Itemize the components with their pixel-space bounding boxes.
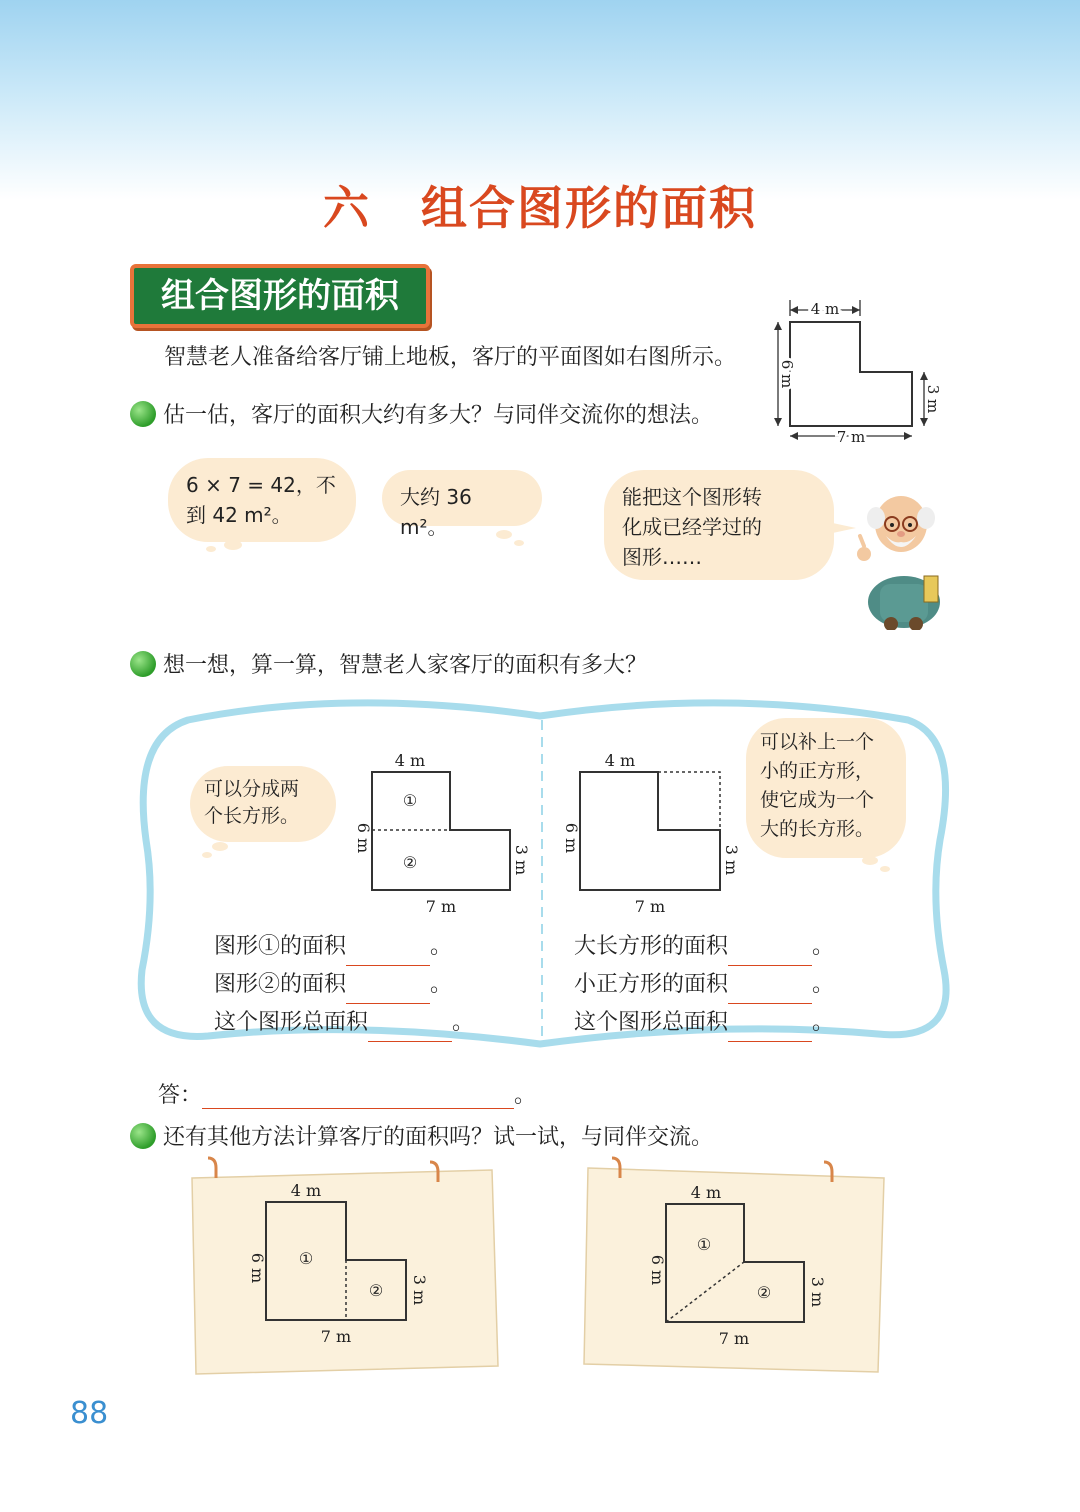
question-3 [130,1120,713,1151]
fill-line [574,966,834,1004]
speech-bubble-2 [382,470,542,539]
bubble-tail [496,530,512,539]
bubble-tail [212,842,228,851]
diagram-top-dim: 4 m [604,751,636,770]
question-2-text: 想一想，算一算，智慧老人家客厅的面积有多大？ [163,653,648,678]
fill-line [574,1004,834,1042]
answer-label: 答： [158,1083,203,1108]
bubble-4-line-1: 可以分成两 [204,778,300,800]
bubble-tail [862,856,878,865]
bubble-5-line-3: 使它成为一个 [760,789,875,811]
diagram-right-dim: 3 m [512,844,531,876]
diagram-top-dim: 4 m [394,751,426,770]
period: 。 [430,972,453,997]
speech-bubble-5 [746,718,906,858]
bubble-5-line-1: 可以补上一个 [760,731,875,753]
card-right-dim: 3 m [410,1274,429,1306]
fill-label: 小正方形的面积 [574,972,729,997]
answer-line [158,1078,536,1109]
diagram-bottom-dim: 7 m [634,897,666,916]
bubble-tail [224,540,242,550]
bubble-4-line-2: 个长方形。 [204,805,300,827]
bubble-tail [880,866,890,872]
plan-left-dim: 6 m [778,359,796,389]
wise-old-man-illustration [846,484,956,630]
card-left-dim: 6 m [648,1254,667,1286]
left-fill-lines [214,928,474,1042]
diagram-bottom-dim: 7 m [425,897,457,916]
diagram-left-dim: 6 m [354,822,373,854]
bubble-1-line-2: 到 42 m²。 [186,503,292,527]
speech-bubble-1 [168,458,356,542]
region-one-label: ① [402,791,418,810]
card-bottom-dim: 7 m [718,1329,750,1348]
question-2 [130,648,647,679]
question-3-text: 还有其他方法计算客厅的面积吗？试一试，与同伴交流。 [163,1125,714,1150]
answer-blank[interactable] [368,1041,452,1042]
speech-bubble-3 [604,470,834,580]
method-card-2 [578,1156,894,1384]
period: 。 [430,934,453,959]
chapter-title: 组合图形的面积 [421,181,757,235]
question-1 [130,398,713,429]
bubble-3-line-3: 图形…… [622,545,702,569]
region-two-label: ② [756,1283,772,1302]
bubble-1-line-1: 6 × 7 = 42，不 [186,473,336,497]
region-two-label: ② [368,1281,384,1300]
fill-label: 图形①的面积 [214,934,347,959]
bubble-5-line-4: 大的长方形。 [760,818,875,840]
bubble-3-line-1: 能把这个图形转 [622,485,762,509]
card-left-dim: 6 m [248,1252,267,1284]
bullet-icon [130,651,156,677]
speech-bubble-4 [190,766,336,842]
card-right-dim: 3 m [808,1276,827,1308]
card-top-dim: 4 m [690,1183,722,1202]
period: 。 [452,1010,475,1035]
question-1-text: 估一估，客厅的面积大约有多大？与同伴交流你的想法。 [163,403,714,428]
floor-plan-diagram [760,292,950,452]
bullet-icon [130,401,156,427]
bubble-5-line-2: 小的正方形， [760,760,875,782]
sky-background [0,0,1080,200]
card-top-dim: 4 m [290,1181,322,1200]
split-diagram [346,746,546,922]
fill-line [214,966,474,1004]
period: 。 [514,1083,537,1108]
bubble-2-text: 大约 36 m²。 [400,485,472,539]
answer-blank[interactable] [728,1041,812,1042]
bubble-tail [202,852,212,858]
card-bottom-dim: 7 m [320,1327,352,1346]
region-two-label: ② [402,853,418,872]
chapter-heading [0,172,1080,238]
fill-label: 大长方形的面积 [574,934,729,959]
fill-label: 这个图形总面积 [214,1010,369,1035]
plan-bottom-dim: 7 m [836,428,866,446]
bullet-icon [130,1123,156,1149]
fill-line [574,928,834,966]
region-one-label: ① [298,1249,314,1268]
answer-blank[interactable] [202,1108,514,1109]
plan-top-dim: 4 m [810,300,840,318]
section-badge-label: 组合图形的面积 [161,276,399,316]
page-number: 88 [70,1396,109,1431]
right-fill-lines [574,928,834,1042]
period: 。 [812,1010,835,1035]
chapter-number: 六 [323,181,371,235]
diagram-right-dim: 3 m [722,844,741,876]
bubble-tail [514,540,524,546]
fill-label: 图形②的面积 [214,972,347,997]
intro-text: 智慧老人准备给客厅铺上地板，客厅的平面图如右图所示。 [164,345,737,370]
period: 。 [812,972,835,997]
fill-line [214,1004,474,1042]
section-badge [130,264,430,328]
bubble-tail [206,546,216,552]
diagram-left-dim: 6 m [562,822,581,854]
plan-right-dim: 3 m [924,384,942,414]
bubble-3-line-2: 化成已经学过的 [622,515,762,539]
fill-line [214,928,474,966]
region-one-label: ① [696,1235,712,1254]
fill-label: 这个图形总面积 [574,1010,729,1035]
method-card-1 [186,1156,506,1384]
period: 。 [812,934,835,959]
completion-diagram [556,746,756,922]
